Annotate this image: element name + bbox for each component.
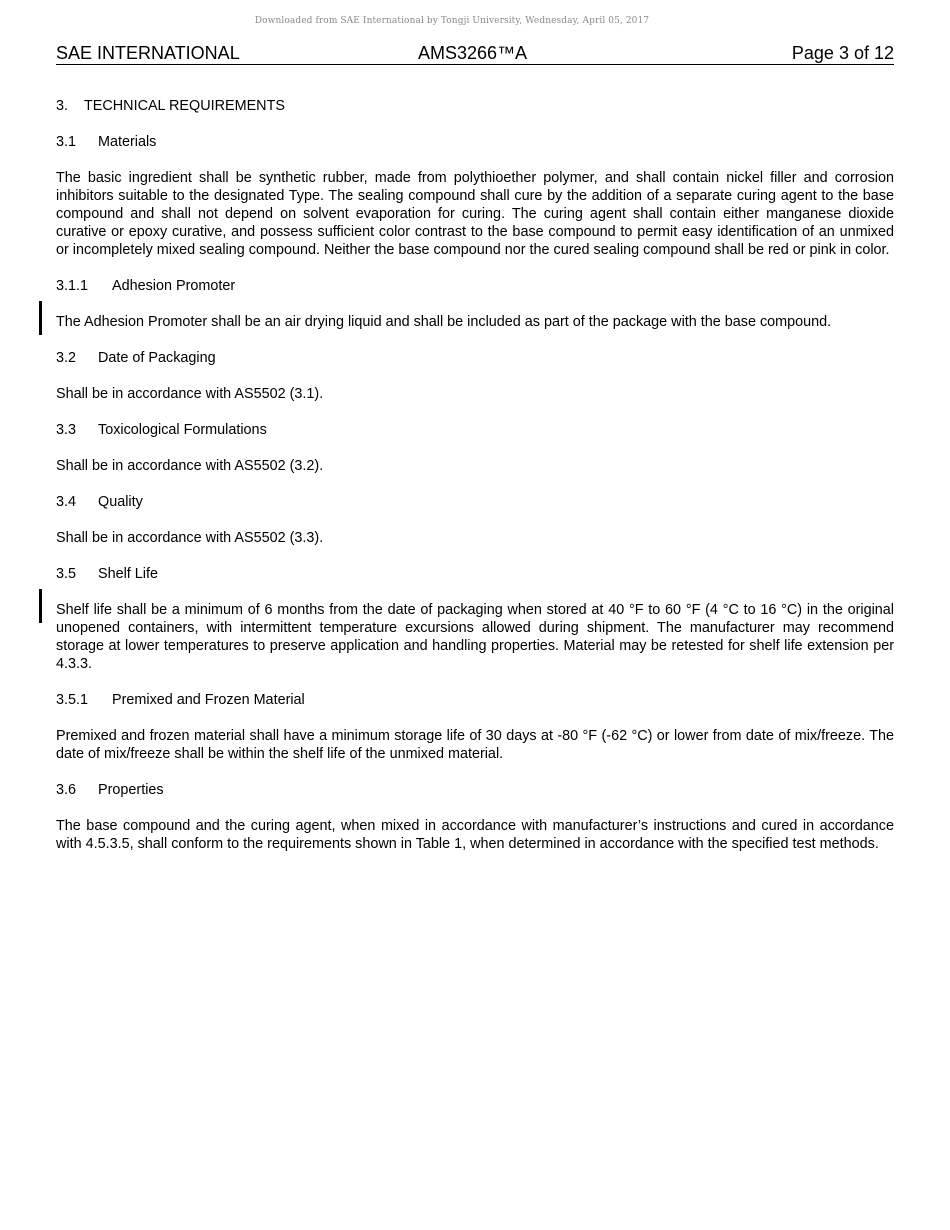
section-heading-3-5 xyxy=(56,565,894,583)
section-body-3-6: The base compound and the curing agent, when mixed in accordance with manufacturer’s instructions and cured in accordance with 4.5.3.5, shall conform to the requirements shown in Table 1, when determined in accordance with the specified test methods. xyxy=(56,818,894,852)
section-title: Materials xyxy=(98,134,157,150)
section-title: TECHNICAL REQUIREMENTS xyxy=(84,98,285,114)
section-title: Shelf Life xyxy=(98,566,159,582)
section-heading-3-6 xyxy=(56,781,894,799)
section-body-3-2: Shall be in accordance with AS5502 (3.1). xyxy=(56,386,324,402)
revision-change-bar xyxy=(39,589,42,623)
header-organization: SAE INTERNATIONAL xyxy=(56,43,240,63)
section-title: Quality xyxy=(98,494,143,510)
section-body-3-4: Shall be in accordance with AS5502 (3.3). xyxy=(56,530,324,546)
section-body-3-1: The basic ingredient shall be synthetic rubber, made from polythioether polymer, and shall contain nickel filler and corrosion inhibitors suitable to the designated Type. The sealing compound shall cure by the addition of a separate curing agent to the base compound and shall not depend on solvent evaporation for curing. The curing agent shall contain either manganese dioxide curative or epoxy curative, and possess sufficient color contrast to the base compound to permit easy identification of an unmixed or incompletely mixed sealing compound. Neither the base compound nor the cured sealing compound shall be red or pink in color. xyxy=(56,170,894,258)
section-number: 3.5.1 xyxy=(56,692,89,708)
section-number: 3.5 xyxy=(56,566,77,582)
document-body xyxy=(56,97,894,871)
download-watermark: Downloaded from SAE International by Tongji University, Wednesday, April 05, 2017 xyxy=(254,16,650,26)
section-number: 3.1 xyxy=(56,134,77,150)
section-heading-3-1-1 xyxy=(56,277,894,295)
section-heading-3-3 xyxy=(56,421,894,439)
section-body-3-1-1-wrapper xyxy=(56,313,894,331)
section-number: 3.6 xyxy=(56,782,77,798)
section-number: 3. xyxy=(56,98,69,114)
section-number: 3.2 xyxy=(56,350,77,366)
section-heading-3 xyxy=(56,97,894,115)
section-title: Toxicological Formulations xyxy=(98,422,267,438)
header-page-number: Page 3 of 12 xyxy=(791,43,894,63)
section-body-3-5-1: Premixed and frozen material shall have a minimum storage life of 30 days at -80 °F (-62 °C) or lower from date of mix/freeze. The date of mix/freeze shall be within the shelf life of the unmixed material. xyxy=(56,728,894,762)
section-heading-3-1 xyxy=(56,133,894,151)
section-title: Adhesion Promoter xyxy=(112,278,236,294)
section-number: 3.1.1 xyxy=(56,278,89,294)
section-heading-3-4 xyxy=(56,493,894,511)
section-title: Premixed and Frozen Material xyxy=(112,692,305,708)
section-number: 3.3 xyxy=(56,422,77,438)
revision-change-bar xyxy=(39,301,42,335)
section-heading-3-5-1 xyxy=(56,691,894,709)
section-body-3-5: Shelf life shall be a minimum of 6 months from the date of packaging when stored at 40 °F to 60 °F (4 °C to 16 °C) in the original unopened containers, with intermittent temperature excursions allowed during shipment. The manufacturer may recommend storage at lower temperatures to preserve application and handling properties. Material may be retested for shelf life extension per 4.3.3. xyxy=(56,602,894,672)
header-document-id: AMS3266™A xyxy=(418,43,528,63)
section-body-3-3: Shall be in accordance with AS5502 (3.2). xyxy=(56,458,324,474)
section-title: Properties xyxy=(98,782,164,798)
page-header xyxy=(56,43,894,65)
section-body-3-5-wrapper xyxy=(56,601,894,673)
section-heading-3-2 xyxy=(56,349,894,367)
section-number: 3.4 xyxy=(56,494,77,510)
section-body-3-1-1: The Adhesion Promoter shall be an air drying liquid and shall be included as part of the package with the base compound. xyxy=(56,314,832,330)
section-title: Date of Packaging xyxy=(98,350,216,366)
